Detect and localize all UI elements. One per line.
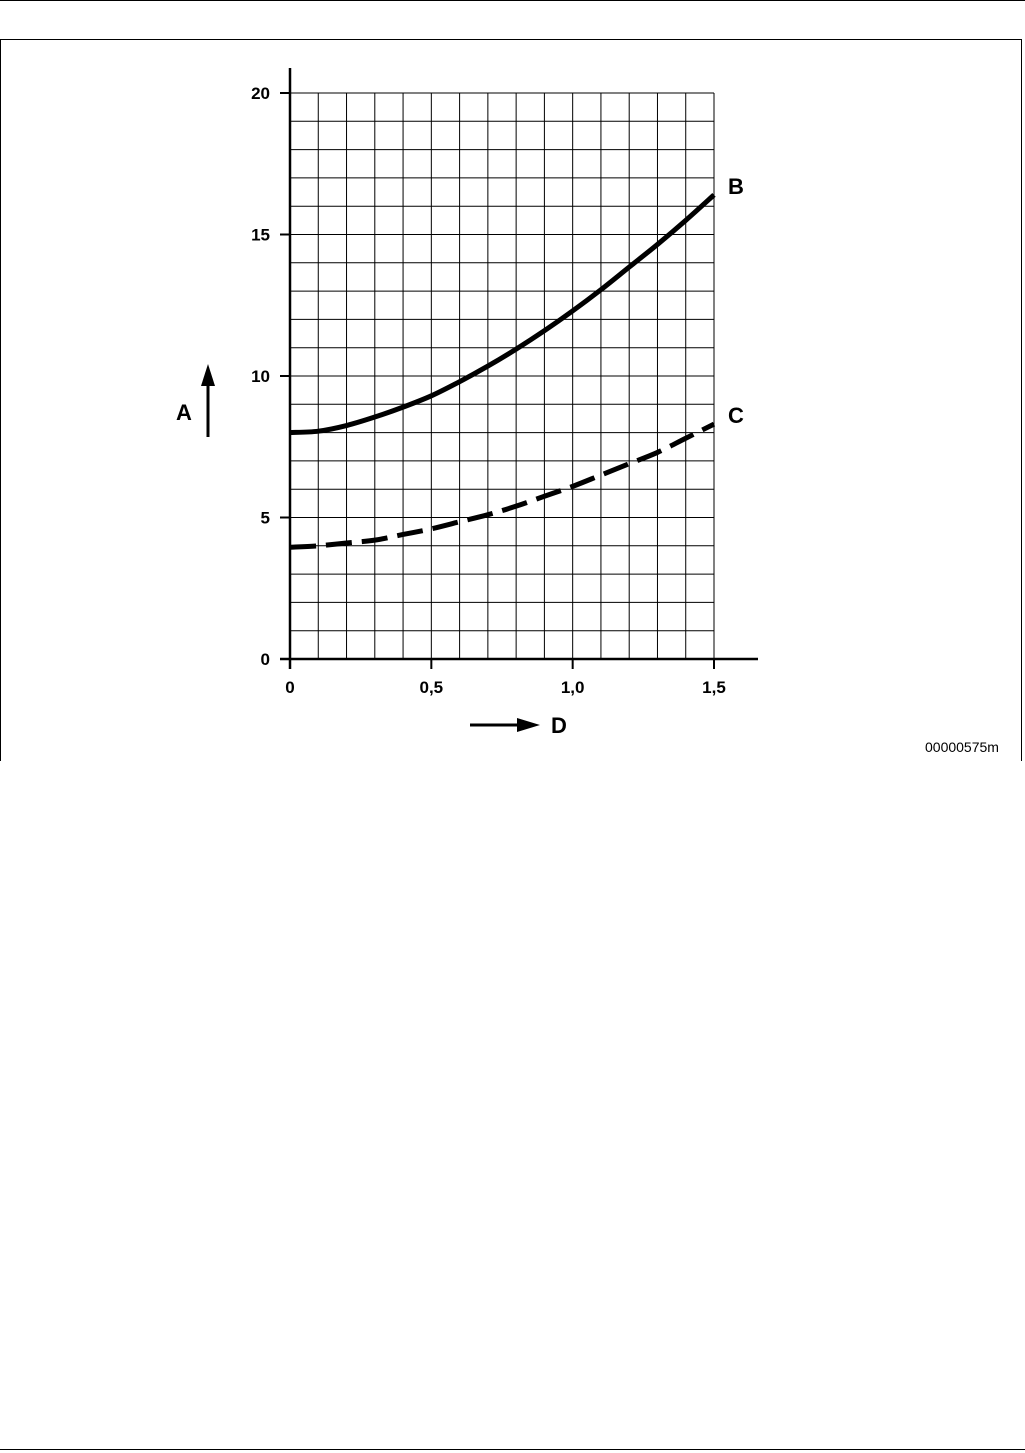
grid	[290, 93, 714, 659]
x-tick-label: 0	[285, 678, 295, 697]
labels	[251, 84, 744, 697]
series-label-b: B	[728, 173, 744, 199]
figure-id: 00000575m	[925, 739, 999, 755]
y-axis-arrow-icon	[201, 364, 215, 386]
series-label-c: C	[728, 403, 744, 429]
y-tick-label: 10	[251, 367, 270, 386]
x-axis-label: D	[551, 713, 567, 738]
x-tick-label: 1,5	[702, 678, 726, 697]
axes	[280, 68, 758, 669]
y-axis-label: A	[176, 400, 192, 425]
series-line-b	[290, 195, 714, 433]
x-axis-arrow-icon	[517, 718, 540, 732]
y-tick-label: 0	[260, 650, 270, 669]
x-tick-label: 0,5	[419, 678, 444, 697]
series-line-c	[290, 424, 714, 547]
series-layer	[290, 195, 714, 547]
y-tick-label: 20	[251, 84, 270, 103]
y-tick-label: 15	[251, 225, 270, 245]
y-tick-label: 5	[260, 508, 270, 528]
x-tick-label: 1,0	[560, 678, 585, 697]
